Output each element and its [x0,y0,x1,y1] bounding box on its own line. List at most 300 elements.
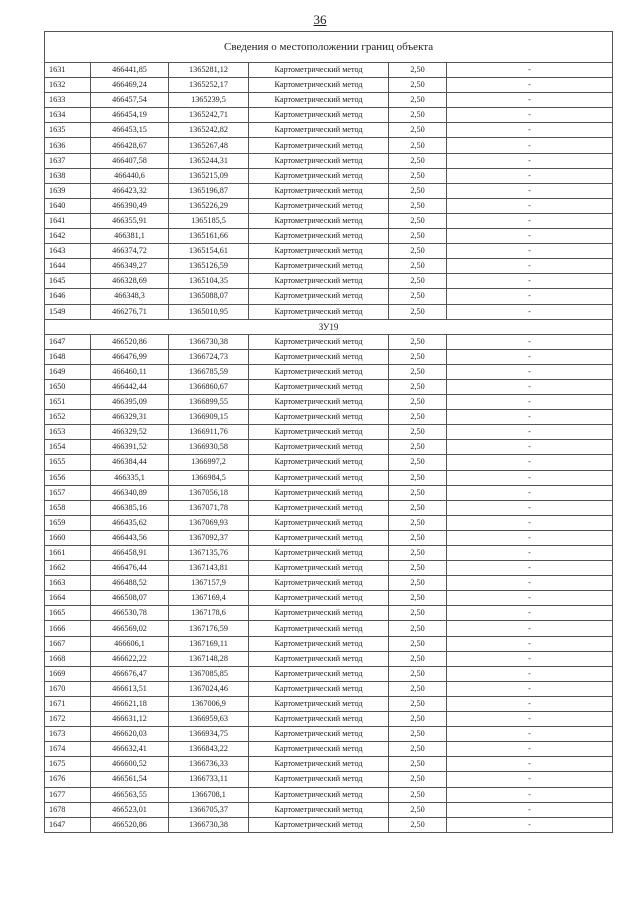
precision-cell: 2,50 [389,364,447,379]
method-cell: Картометрический метод [249,772,389,787]
method-cell: Картометрический метод [249,183,389,198]
description-cell: - [447,757,613,772]
table-row [45,395,613,410]
coordinate-x-cell: 466632,41 [91,742,169,757]
table-row [45,727,613,742]
coordinate-x-cell: 466390,49 [91,198,169,213]
point-number-cell: 1650 [45,379,91,394]
precision-cell: 2,50 [389,817,447,832]
table-row [45,636,613,651]
method-cell: Картометрический метод [249,485,389,500]
description-cell: - [447,349,613,364]
table-row [45,410,613,425]
coordinate-y-cell: 1366724,73 [169,349,249,364]
description-cell: - [447,546,613,561]
method-cell: Картометрический метод [249,153,389,168]
precision-cell: 2,50 [389,681,447,696]
point-number-cell: 1670 [45,681,91,696]
description-cell: - [447,93,613,108]
coordinate-x-cell: 466349,27 [91,259,169,274]
coordinate-x-cell: 466329,52 [91,425,169,440]
method-cell: Картометрический метод [249,364,389,379]
description-cell: - [447,198,613,213]
point-number-cell: 1651 [45,395,91,410]
table-row [45,500,613,515]
description-cell: - [447,621,613,636]
point-number-cell: 1675 [45,757,91,772]
method-cell: Картометрический метод [249,636,389,651]
precision-cell: 2,50 [389,500,447,515]
coordinate-y-cell: 1367085,85 [169,666,249,681]
table-row [45,108,613,123]
point-number-cell: 1632 [45,78,91,93]
coordinate-x-cell: 466530,78 [91,606,169,621]
coordinate-x-cell: 466391,52 [91,440,169,455]
coordinate-x-cell: 466454,19 [91,108,169,123]
description-cell: - [447,183,613,198]
method-cell: Картометрический метод [249,651,389,666]
coordinate-x-cell: 466520,86 [91,334,169,349]
precision-cell: 2,50 [389,621,447,636]
method-cell: Картометрический метод [249,138,389,153]
table-row [45,772,613,787]
coordinate-y-cell: 1365104,35 [169,274,249,289]
table-row [45,787,613,802]
coordinate-y-cell: 1367006,9 [169,696,249,711]
table-row [45,696,613,711]
precision-cell: 2,50 [389,274,447,289]
table-row [45,153,613,168]
point-number-cell: 1653 [45,425,91,440]
description-cell: - [447,334,613,349]
method-cell: Картометрический метод [249,727,389,742]
coordinate-x-cell: 466428,67 [91,138,169,153]
table-row [45,78,613,93]
description-cell: - [447,304,613,319]
precision-cell: 2,50 [389,93,447,108]
coordinate-x-cell: 466569,02 [91,621,169,636]
coordinate-x-cell: 466384,44 [91,455,169,470]
description-cell: - [447,817,613,832]
point-number-cell: 1659 [45,515,91,530]
precision-cell: 2,50 [389,153,447,168]
coordinate-y-cell: 1365226,29 [169,198,249,213]
table-caption: Сведения о местоположении границ объекта [45,32,613,63]
coordinate-x-cell: 466458,91 [91,546,169,561]
coordinate-y-cell: 1365281,12 [169,63,249,78]
coordinate-x-cell: 466442,44 [91,379,169,394]
table-row [45,576,613,591]
coordinate-x-cell: 466329,31 [91,410,169,425]
coordinate-y-cell: 1367056,18 [169,485,249,500]
description-cell: - [447,244,613,259]
method-cell: Картометрический метод [249,681,389,696]
table-caption-row [45,32,613,63]
point-number-cell: 1657 [45,485,91,500]
page-number: 36 [313,12,327,27]
coordinate-x-cell: 466622,22 [91,651,169,666]
table-row [45,198,613,213]
precision-cell: 2,50 [389,546,447,561]
coordinate-x-cell: 466355,91 [91,213,169,228]
point-number-cell: 1644 [45,259,91,274]
point-number-cell: 1662 [45,561,91,576]
precision-cell: 2,50 [389,183,447,198]
coordinate-y-cell: 1365161,66 [169,229,249,244]
section-row [45,319,613,334]
method-cell: Картометрический метод [249,304,389,319]
point-number-cell: 1641 [45,213,91,228]
coordinate-x-cell: 466276,71 [91,304,169,319]
method-cell: Картометрический метод [249,696,389,711]
point-number-cell: 1549 [45,304,91,319]
table-row [45,666,613,681]
point-number-cell: 1656 [45,470,91,485]
table-row [45,425,613,440]
boundary-table [44,31,613,833]
table-row [45,546,613,561]
precision-cell: 2,50 [389,530,447,545]
table-row [45,304,613,319]
table-row [45,515,613,530]
precision-cell: 2,50 [389,606,447,621]
coordinate-y-cell: 1366934,75 [169,727,249,742]
point-number-cell: 1638 [45,168,91,183]
coordinate-x-cell: 466374,72 [91,244,169,259]
point-number-cell: 1640 [45,198,91,213]
table-row [45,757,613,772]
description-cell: - [447,772,613,787]
coordinate-y-cell: 1366708,1 [169,787,249,802]
point-number-cell: 1678 [45,802,91,817]
table-row [45,213,613,228]
description-cell: - [447,576,613,591]
precision-cell: 2,50 [389,651,447,666]
point-number-cell: 1645 [45,274,91,289]
description-cell: - [447,410,613,425]
method-cell: Картометрический метод [249,787,389,802]
description-cell: - [447,213,613,228]
precision-cell: 2,50 [389,349,447,364]
precision-cell: 2,50 [389,455,447,470]
precision-cell: 2,50 [389,108,447,123]
precision-cell: 2,50 [389,168,447,183]
coordinate-x-cell: 466676,47 [91,666,169,681]
coordinate-x-cell: 466508,07 [91,591,169,606]
precision-cell: 2,50 [389,727,447,742]
table-row [45,63,613,78]
coordinate-x-cell: 466340,89 [91,485,169,500]
coordinate-y-cell: 1367069,93 [169,515,249,530]
precision-cell: 2,50 [389,259,447,274]
precision-cell: 2,50 [389,379,447,394]
method-cell: Картометрический метод [249,515,389,530]
precision-cell: 2,50 [389,63,447,78]
method-cell: Картометрический метод [249,802,389,817]
point-number-cell: 1636 [45,138,91,153]
table-row [45,485,613,500]
precision-cell: 2,50 [389,591,447,606]
coordinate-x-cell: 466520,86 [91,817,169,832]
method-cell: Картометрический метод [249,334,389,349]
description-cell: - [447,78,613,93]
description-cell: - [447,591,613,606]
description-cell: - [447,425,613,440]
coordinate-y-cell: 1367071,78 [169,500,249,515]
table-row [45,334,613,349]
point-number-cell: 1635 [45,123,91,138]
method-cell: Картометрический метод [249,425,389,440]
description-cell: - [447,802,613,817]
description-cell: - [447,108,613,123]
coordinate-x-cell: 466457,54 [91,93,169,108]
precision-cell: 2,50 [389,561,447,576]
point-number-cell: 1655 [45,455,91,470]
point-number-cell: 1647 [45,334,91,349]
method-cell: Картометрический метод [249,410,389,425]
precision-cell: 2,50 [389,636,447,651]
method-cell: Картометрический метод [249,561,389,576]
coordinate-x-cell: 466523,01 [91,802,169,817]
precision-cell: 2,50 [389,198,447,213]
point-number-cell: 1652 [45,410,91,425]
point-number-cell: 1643 [45,244,91,259]
method-cell: Картометрический метод [249,108,389,123]
coordinate-x-cell: 466385,16 [91,500,169,515]
description-cell: - [447,500,613,515]
coordinate-y-cell: 1366785,59 [169,364,249,379]
coordinate-x-cell: 466469,24 [91,78,169,93]
table-row [45,455,613,470]
coordinate-y-cell: 1365215,09 [169,168,249,183]
description-cell: - [447,666,613,681]
point-number-cell: 1637 [45,153,91,168]
precision-cell: 2,50 [389,576,447,591]
description-cell: - [447,289,613,304]
point-number-cell: 1658 [45,500,91,515]
precision-cell: 2,50 [389,138,447,153]
table-row [45,289,613,304]
method-cell: Картометрический метод [249,530,389,545]
table-row [45,274,613,289]
table-row [45,244,613,259]
description-cell: - [447,168,613,183]
method-cell: Картометрический метод [249,576,389,591]
description-cell: - [447,123,613,138]
coordinate-y-cell: 1367157,9 [169,576,249,591]
coordinate-y-cell: 1366733,11 [169,772,249,787]
table-row [45,123,613,138]
description-cell: - [447,153,613,168]
method-cell: Картометрический метод [249,349,389,364]
coordinate-y-cell: 1365252,17 [169,78,249,93]
precision-cell: 2,50 [389,772,447,787]
coordinate-y-cell: 1367092,37 [169,530,249,545]
method-cell: Картометрический метод [249,606,389,621]
table-row [45,817,613,832]
method-cell: Картометрический метод [249,395,389,410]
point-number-cell: 1663 [45,576,91,591]
coordinate-x-cell: 466453,15 [91,123,169,138]
point-number-cell: 1672 [45,712,91,727]
table-row [45,379,613,394]
point-number-cell: 1676 [45,772,91,787]
table-row [45,606,613,621]
coordinate-x-cell: 466476,44 [91,561,169,576]
method-cell: Картометрический метод [249,379,389,394]
method-cell: Картометрический метод [249,500,389,515]
description-cell: - [447,636,613,651]
precision-cell: 2,50 [389,425,447,440]
precision-cell: 2,50 [389,410,447,425]
description-cell: - [447,455,613,470]
coordinate-y-cell: 1365196,87 [169,183,249,198]
table-row [45,364,613,379]
method-cell: Картометрический метод [249,621,389,636]
coordinate-y-cell: 1365267,48 [169,138,249,153]
coordinate-x-cell: 466440,6 [91,168,169,183]
table-row [45,621,613,636]
point-number-cell: 1634 [45,108,91,123]
table-row [45,561,613,576]
point-number-cell: 1660 [45,530,91,545]
point-number-cell: 1671 [45,696,91,711]
section-label: ЗУ19 [45,319,613,334]
point-number-cell: 1648 [45,349,91,364]
coordinate-y-cell: 1366730,38 [169,817,249,832]
table-row [45,138,613,153]
precision-cell: 2,50 [389,802,447,817]
point-number-cell: 1674 [45,742,91,757]
coordinate-y-cell: 1365244,31 [169,153,249,168]
precision-cell: 2,50 [389,213,447,228]
coordinate-y-cell: 1366959,63 [169,712,249,727]
coordinate-x-cell: 466476,99 [91,349,169,364]
table-row [45,802,613,817]
point-number-cell: 1642 [45,229,91,244]
coordinate-y-cell: 1366909,15 [169,410,249,425]
table-row [45,259,613,274]
coordinate-y-cell: 1367143,81 [169,561,249,576]
coordinate-y-cell: 1367176,59 [169,621,249,636]
method-cell: Картометрический метод [249,757,389,772]
coordinate-y-cell: 1365239,5 [169,93,249,108]
precision-cell: 2,50 [389,515,447,530]
method-cell: Картометрический метод [249,93,389,108]
point-number-cell: 1631 [45,63,91,78]
precision-cell: 2,50 [389,395,447,410]
coordinate-x-cell: 466443,56 [91,530,169,545]
coordinate-x-cell: 466621,18 [91,696,169,711]
precision-cell: 2,50 [389,787,447,802]
table-row [45,168,613,183]
table-row [45,470,613,485]
description-cell: - [447,138,613,153]
point-number-cell: 1667 [45,636,91,651]
description-cell: - [447,259,613,274]
method-cell: Картометрический метод [249,455,389,470]
description-cell: - [447,63,613,78]
coordinate-x-cell: 466620,03 [91,727,169,742]
table-row [45,440,613,455]
precision-cell: 2,50 [389,229,447,244]
description-cell: - [447,696,613,711]
description-cell: - [447,681,613,696]
point-number-cell: 1647 [45,817,91,832]
method-cell: Картометрический метод [249,78,389,93]
method-cell: Картометрический метод [249,244,389,259]
description-cell: - [447,379,613,394]
point-number-cell: 1654 [45,440,91,455]
coordinate-y-cell: 1367178,6 [169,606,249,621]
table-row [45,651,613,666]
coordinate-x-cell: 466613,51 [91,681,169,696]
coordinate-x-cell: 466335,1 [91,470,169,485]
table-row [45,93,613,108]
description-cell: - [447,651,613,666]
table-row [45,349,613,364]
coordinate-x-cell: 466563,55 [91,787,169,802]
coordinate-y-cell: 1366843,22 [169,742,249,757]
point-number-cell: 1668 [45,651,91,666]
method-cell: Картометрический метод [249,213,389,228]
coordinate-y-cell: 1366984,5 [169,470,249,485]
description-cell: - [447,787,613,802]
precision-cell: 2,50 [389,78,447,93]
method-cell: Картометрический метод [249,470,389,485]
description-cell: - [447,530,613,545]
method-cell: Картометрический метод [249,168,389,183]
precision-cell: 2,50 [389,712,447,727]
point-number-cell: 1666 [45,621,91,636]
precision-cell: 2,50 [389,485,447,500]
table-row [45,183,613,198]
coordinate-y-cell: 1367024,46 [169,681,249,696]
coordinate-y-cell: 1365185,5 [169,213,249,228]
precision-cell: 2,50 [389,757,447,772]
method-cell: Картометрический метод [249,123,389,138]
point-number-cell: 1669 [45,666,91,681]
point-number-cell: 1677 [45,787,91,802]
description-cell: - [447,561,613,576]
coordinate-x-cell: 466423,32 [91,183,169,198]
description-cell: - [447,485,613,500]
coordinate-y-cell: 1366705,37 [169,802,249,817]
coordinate-x-cell: 466441,85 [91,63,169,78]
coordinate-x-cell: 466381,1 [91,229,169,244]
method-cell: Картометрический метод [249,440,389,455]
method-cell: Картометрический метод [249,546,389,561]
precision-cell: 2,50 [389,440,447,455]
coordinate-x-cell: 466407,58 [91,153,169,168]
description-cell: - [447,274,613,289]
coordinate-x-cell: 466435,62 [91,515,169,530]
precision-cell: 2,50 [389,742,447,757]
coordinate-y-cell: 1366930,58 [169,440,249,455]
precision-cell: 2,50 [389,244,447,259]
method-cell: Картометрический метод [249,198,389,213]
description-cell: - [447,515,613,530]
method-cell: Картометрический метод [249,259,389,274]
coordinate-y-cell: 1366911,76 [169,425,249,440]
precision-cell: 2,50 [389,334,447,349]
method-cell: Картометрический метод [249,289,389,304]
coordinate-x-cell: 466600,52 [91,757,169,772]
method-cell: Картометрический метод [249,229,389,244]
coordinate-x-cell: 466348,3 [91,289,169,304]
coordinate-y-cell: 1365242,82 [169,123,249,138]
precision-cell: 2,50 [389,304,447,319]
